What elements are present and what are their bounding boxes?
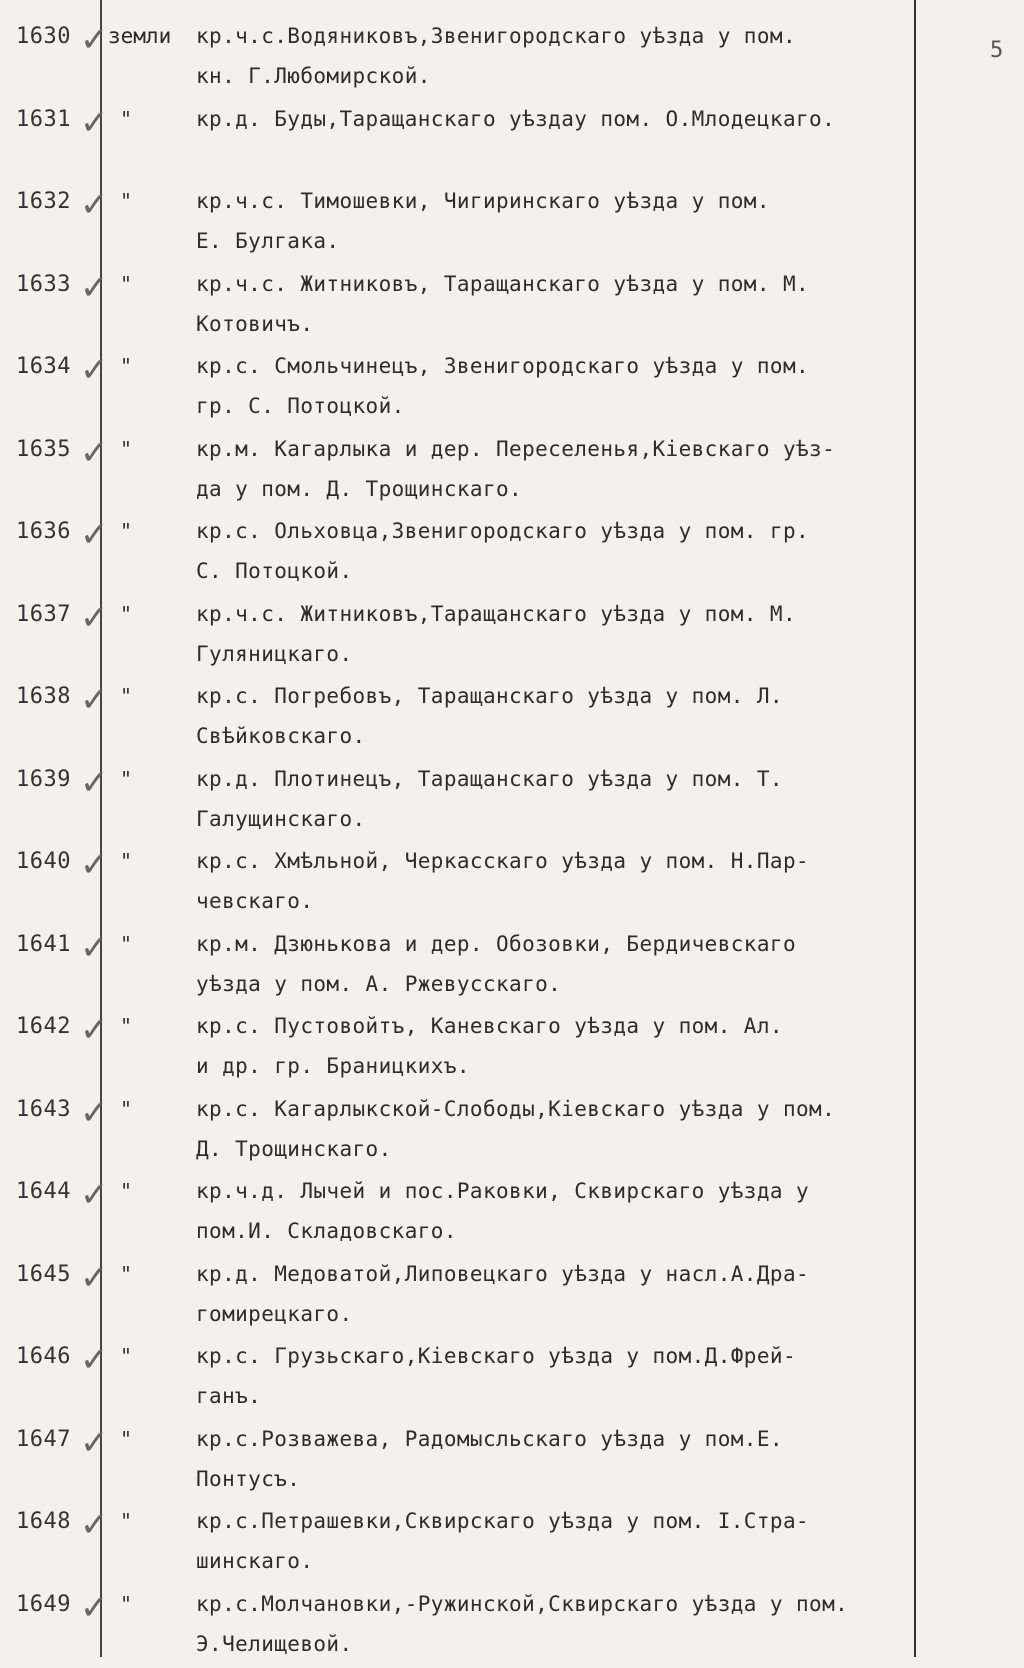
entry-text-line-2: Галущинскаго.: [196, 807, 366, 831]
entry-text-line-1: кр.с. Хмѣльной, Черкасскаго уѣзда у пом. Н.Пар-: [196, 849, 809, 873]
entry-text-line-2: С. Потоцкой.: [196, 559, 353, 583]
entry-text-line-2: кн. Г.Любомирской.: [196, 64, 431, 88]
checkmark-icon: ✓: [80, 185, 109, 225]
checkmark-icon: ✓: [80, 103, 109, 143]
entry-number: 1645: [16, 1262, 71, 1287]
entry-text-line-1: кр.ч.с. Житниковъ, Таращанскаго уѣзда у пом. М.: [196, 272, 809, 296]
entry-number: 1632: [16, 189, 71, 214]
list-item: [0, 1421, 1024, 1504]
entry-text-line-1: кр.с. Грузьскаго,Кіевскаго уѣзда у пом.Д.Фрей-: [196, 1344, 796, 1368]
entry-text-line-1: кр.с. Пустовойтъ, Каневскаго уѣзда у пом. Ал.: [196, 1014, 783, 1038]
checkmark-icon: ✓: [80, 268, 109, 308]
entry-text-line-2: чевскаго.: [196, 889, 313, 913]
checkmark-icon: ✓: [80, 680, 109, 720]
entry-text-line-1: кр.ч.с. Тимошевки, Чигиринскаго уѣзда у пом.: [196, 189, 770, 213]
entry-number: 1649: [16, 1592, 71, 1617]
entry-marker: ": [120, 1014, 132, 1038]
list-item: [0, 678, 1024, 761]
entry-number: 1642: [16, 1014, 71, 1039]
checkmark-icon: ✓: [80, 1175, 109, 1215]
entry-marker: ": [120, 684, 132, 708]
entry-text-line-1: кр.с. Смольчинецъ, Звенигородскаго уѣзда у пом.: [196, 354, 809, 378]
list-item: [0, 1173, 1024, 1256]
entry-text-line-1: кр.ч.с.Водяниковъ,Звенигородскаго уѣзда у пом.: [196, 24, 796, 48]
entry-text-line-1: кр.с.Розважева, Радомысльскаго уѣзда у пом.Е.: [196, 1427, 783, 1451]
entry-number: 1637: [16, 602, 71, 627]
list-item: [0, 1256, 1024, 1339]
list-item: [0, 926, 1024, 1009]
entry-text-line-1: кр.с. Погребовъ, Таращанскаго уѣзда у пом. Л.: [196, 684, 783, 708]
list-item: [0, 513, 1024, 596]
entry-text-line-2: Котовичъ.: [196, 312, 313, 336]
entry-number: 1639: [16, 767, 71, 792]
list-item: [0, 1008, 1024, 1091]
page-number: 5: [990, 38, 1003, 63]
entry-marker: ": [120, 354, 132, 378]
checkmark-icon: ✓: [80, 515, 109, 555]
entry-number: 1647: [16, 1427, 71, 1452]
entry-number: 1646: [16, 1344, 71, 1369]
list-item: [0, 266, 1024, 349]
entry-marker: ": [120, 1427, 132, 1451]
checkmark-icon: ✓: [80, 928, 109, 968]
entry-marker: ": [120, 519, 132, 543]
entry-text-line-2: уѣзда у пом. А. Ржевусскаго.: [196, 972, 561, 996]
entry-text-line-1: кр.м. Кагарлыка и дер. Переселенья,Кіевскаго уѣз-: [196, 437, 835, 461]
list-item: [0, 18, 1024, 101]
entry-number: 1638: [16, 684, 71, 709]
entry-marker: ": [120, 932, 132, 956]
list-item: [0, 431, 1024, 514]
checkmark-icon: ✓: [80, 845, 109, 885]
entry-marker: ": [120, 1262, 132, 1286]
entry-text-line-1: кр.д. Плотинецъ, Таращанскаго уѣзда у пом. Т.: [196, 767, 783, 791]
list-item: [0, 1503, 1024, 1586]
entry-marker: ": [120, 849, 132, 873]
checkmark-icon: ✓: [80, 1093, 109, 1133]
entry-text-line-2: Е. Булгака.: [196, 229, 339, 253]
entries-list: [0, 18, 1024, 1668]
entry-number: 1640: [16, 849, 71, 874]
entry-text-line-2: да у пом. Д. Трощинскаго.: [196, 477, 522, 501]
entry-number: 1636: [16, 519, 71, 544]
entry-text-line-2: ганъ.: [196, 1384, 261, 1408]
entry-text-line-2: Гуляницкаго.: [196, 642, 353, 666]
entry-number: 1631: [16, 107, 71, 132]
entry-number: 1633: [16, 272, 71, 297]
entry-marker: земли: [108, 24, 171, 48]
entry-marker: ": [120, 107, 132, 131]
entry-number: 1635: [16, 437, 71, 462]
entry-marker: ": [120, 1592, 132, 1616]
entry-marker: ": [120, 1509, 132, 1533]
entry-number: 1641: [16, 932, 71, 957]
entry-number: 1634: [16, 354, 71, 379]
entry-text-line-2: гомирецкаго.: [196, 1302, 353, 1326]
entry-marker: ": [120, 189, 132, 213]
checkmark-icon: ✓: [80, 1505, 109, 1545]
entry-marker: ": [120, 272, 132, 296]
entry-text-line-1: кр.ч.д. Лычей и пос.Раковки, Сквирскаго уѣзда у: [196, 1179, 809, 1203]
entry-text-line-1: кр.м. Дзюнькова и дер. Обозовки, Бердичевскаго: [196, 932, 796, 956]
entry-marker: ": [120, 1097, 132, 1121]
entry-marker: ": [120, 1179, 132, 1203]
list-item: [0, 843, 1024, 926]
entry-text-line-2: шинскаго.: [196, 1549, 313, 1573]
entry-text-line-2: гр. С. Потоцкой.: [196, 394, 405, 418]
entry-number: 1630: [16, 24, 71, 49]
checkmark-icon: ✓: [80, 1010, 109, 1050]
list-item: [0, 1091, 1024, 1174]
list-item: [0, 183, 1024, 266]
entry-text-line-2: пом.И. Складовскаго.: [196, 1219, 457, 1243]
entry-text-line-2: Э.Челищевой.: [196, 1632, 353, 1656]
entry-text-line-1: кр.д. Медоватой,Липовецкаго уѣзда у насл.А.Дра-: [196, 1262, 809, 1286]
checkmark-icon: ✓: [80, 1423, 109, 1463]
checkmark-icon: ✓: [80, 1258, 109, 1298]
list-item: [0, 596, 1024, 679]
entry-text-line-1: кр.с.Молчановки,-Ружинской,Сквирскаго уѣзда у пом.: [196, 1592, 848, 1616]
entry-text-line-1: кр.д. Буды,Таращанскаго уѣздау пом. О.Млодецкаго.: [196, 107, 835, 131]
list-item: [0, 1586, 1024, 1668]
checkmark-icon: ✓: [80, 350, 109, 390]
checkmark-icon: ✓: [80, 433, 109, 473]
entry-text-line-1: кр.с. Ольховца,Звенигородскаго уѣзда у пом. гр.: [196, 519, 809, 543]
entry-number: 1643: [16, 1097, 71, 1122]
entry-marker: ": [120, 1344, 132, 1368]
entry-text-line-1: кр.с. Кагарлыкской-Слободы,Кіевскаго уѣзда у пом.: [196, 1097, 835, 1121]
entry-text-line-1: кр.ч.с. Житниковъ,Таращанскаго уѣзда у пом. М.: [196, 602, 796, 626]
entry-marker: ": [120, 437, 132, 461]
entry-marker: ": [120, 602, 132, 626]
list-item: [0, 761, 1024, 844]
entry-text-line-2: и др. гр. Браницкихъ.: [196, 1054, 470, 1078]
list-item: [0, 101, 1024, 184]
list-item: [0, 348, 1024, 431]
checkmark-icon: ✓: [80, 598, 109, 638]
list-item: [0, 1338, 1024, 1421]
checkmark-icon: ✓: [80, 763, 109, 803]
checkmark-icon: ✓: [80, 20, 109, 60]
entry-text-line-2: Свѣйковскаго.: [196, 724, 366, 748]
entry-text-line-1: кр.с.Петрашевки,Сквирскаго уѣзда у пом. І.Стра-: [196, 1509, 809, 1533]
checkmark-icon: ✓: [80, 1588, 109, 1628]
entry-marker: ": [120, 767, 132, 791]
entry-number: 1648: [16, 1509, 71, 1534]
entry-text-line-2: Понтусъ.: [196, 1467, 300, 1491]
checkmark-icon: ✓: [80, 1340, 109, 1380]
entry-text-line-2: Д. Трощинскаго.: [196, 1137, 392, 1161]
entry-number: 1644: [16, 1179, 71, 1204]
